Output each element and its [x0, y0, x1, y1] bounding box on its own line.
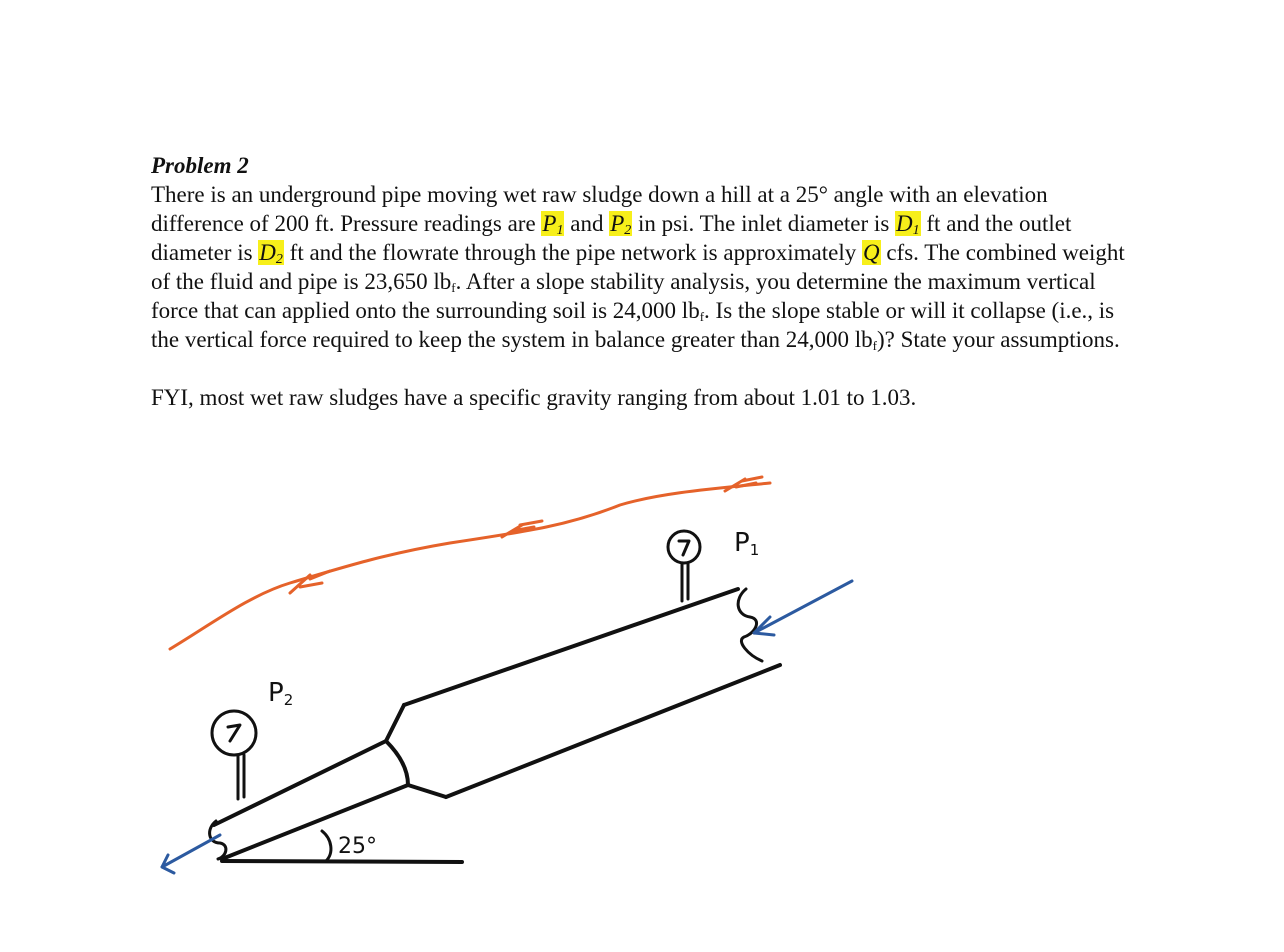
pressure-gauge-p2 — [212, 678, 293, 799]
pipe-outlet-bottom-wall — [222, 785, 408, 859]
statement-and: and — [564, 211, 610, 236]
inlet-flow-arrow — [754, 581, 852, 635]
soil-hatch-marks — [290, 477, 762, 593]
fyi-note: FYI, most wet raw sludges have a specific gravity ranging from about 1.01 to 1.03. — [151, 385, 917, 410]
problem-text — [151, 151, 1141, 412]
pipe-sketch-svg — [150, 465, 870, 945]
statement-part-1: There is an underground pipe moving wet raw sludge down a hill at a 25° angle with an elevation difference of 200 ft. Pressure readings are — [151, 182, 1048, 236]
variable-q: Q — [862, 240, 880, 265]
pipe-inlet-bottom-wall — [446, 665, 780, 797]
angle-arc — [322, 831, 331, 861]
statement-part-3: ft and the outlet diameter is — [151, 211, 1072, 265]
pipe-reducer-top — [386, 705, 404, 741]
statement-part-5: cfs. The combined weight of the fluid and pipe is 23,650 lb — [151, 240, 1125, 294]
outlet-flow-arrow — [162, 835, 220, 873]
subscript-f-1: f — [451, 280, 456, 295]
variable-p1: $P_1$ — [542, 211, 564, 238]
pipe-reducer-bottom — [408, 785, 446, 797]
gauge-p2-label: P2 — [268, 678, 294, 709]
pipe-joint — [386, 741, 408, 785]
hill-surface — [170, 483, 770, 649]
statement-part-8: )? State your assumptions. — [877, 327, 1120, 352]
variable-d2: $D_2$ — [259, 240, 283, 267]
angle-label: 25° — [338, 834, 377, 859]
variable-d1: $D_1$ — [896, 211, 920, 238]
ground-line — [222, 861, 462, 862]
pipe-inlet-top-wall — [404, 589, 738, 705]
pipe-break-inlet — [738, 589, 762, 661]
statement-part-2: in psi. The inlet diameter is — [632, 211, 896, 236]
gauge-p1-label: P1 — [734, 528, 760, 559]
statement-part-6: . After a slope stability analysis, you determine the maximum vertical force that can applied onto the surrounding soil is 24,000 lb — [151, 269, 1096, 323]
statement-part-4: ft and the flowrate through the pipe network is approximately — [283, 240, 862, 265]
variable-p2: $P_2$ — [610, 211, 632, 238]
statement-part-7: . Is the slope stable or will it collapse (i.e., is the vertical force required to keep the system in balance greater than 24,000 lb — [151, 298, 1115, 352]
pipe-sketch — [150, 465, 870, 945]
subscript-f-2: f — [699, 309, 705, 324]
problem-statement — [151, 180, 1141, 354]
problem-title: Problem 2 — [151, 153, 249, 178]
subscript-f-3: f — [872, 338, 877, 353]
